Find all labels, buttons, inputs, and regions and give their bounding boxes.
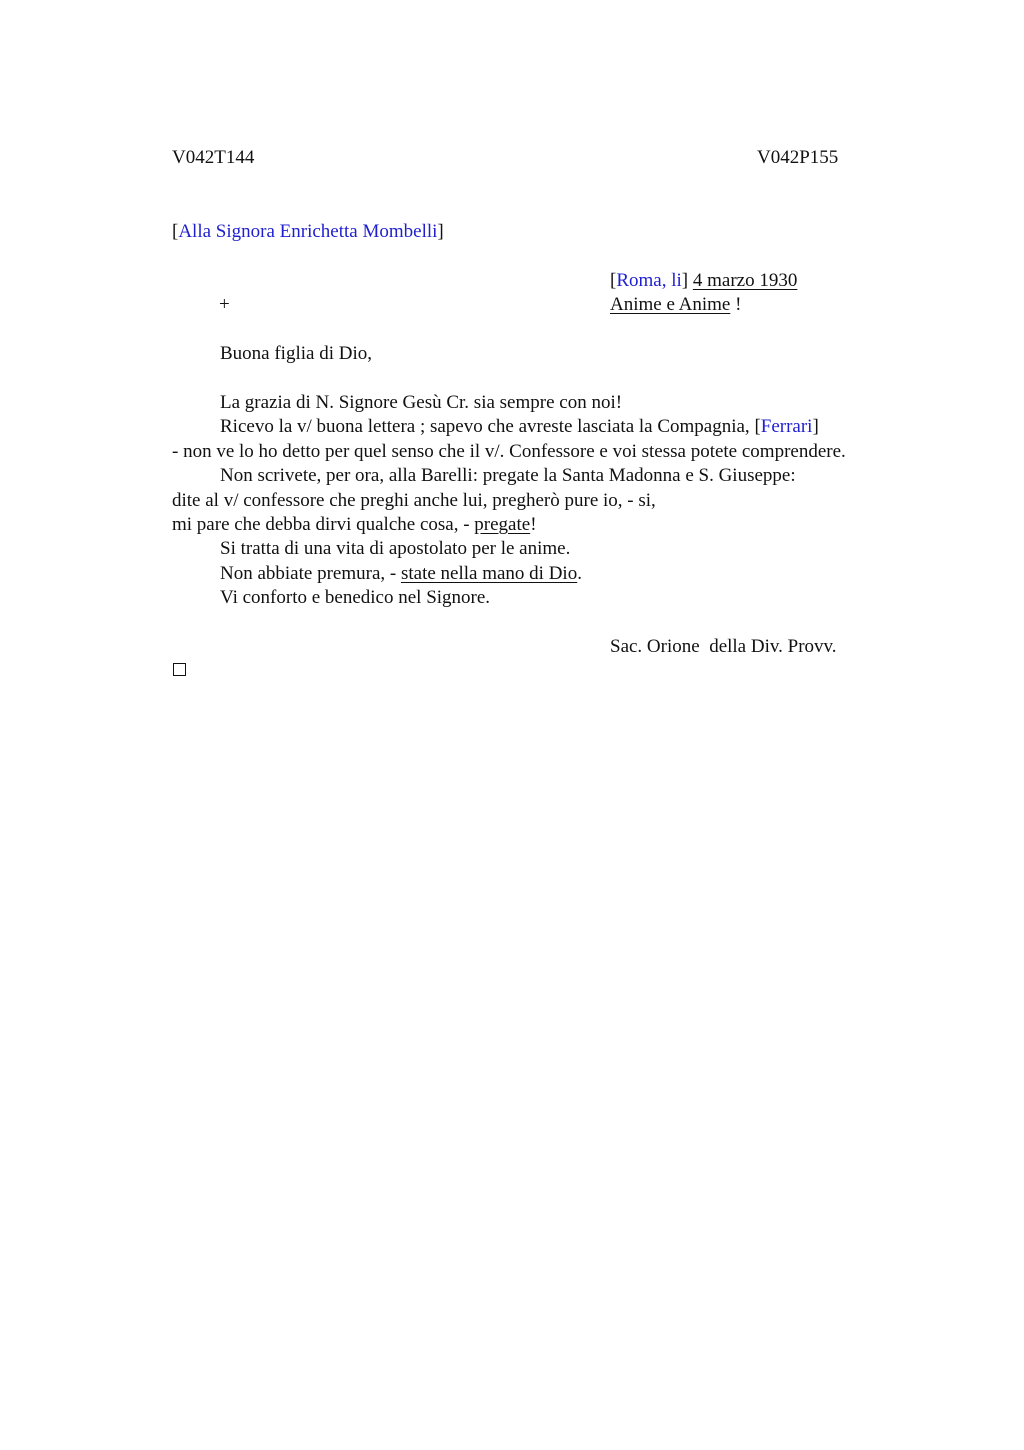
- motto: [610, 293, 741, 317]
- place: Roma, li: [616, 270, 682, 291]
- body-line-3: - non ve lo ho detto per quel senso che il v/. Confessore e voi stessa potete comprendere.: [172, 441, 846, 462]
- body-line-6-end: !: [530, 514, 537, 535]
- motto-suffix: !: [730, 294, 742, 315]
- checkbox-icon: [173, 663, 186, 676]
- body-line-5: dite al v/ confessore che preghi anche lui, pregherò pure io, - si,: [172, 490, 656, 511]
- body-line-6-text: mi pare che debba dirvi qualche cosa, -: [172, 514, 475, 535]
- underlined-pregate: pregate: [474, 514, 531, 535]
- body-line-2-text: Ricevo la v/ buona lettera ; sapevo che avreste lasciata la Compagnia,: [220, 416, 755, 437]
- salutation: Buona figlia di Dio,: [220, 343, 372, 364]
- dateline: [610, 269, 797, 293]
- bracket-close: ]: [812, 416, 819, 437]
- cross-symbol: +: [219, 294, 230, 315]
- bracket-close: ]: [437, 221, 444, 242]
- body-line-4: Non scrivete, per ora, alla Barelli: pregate la Santa Madonna e S. Giuseppe:: [220, 465, 796, 486]
- body-line-6: [172, 513, 537, 537]
- name-ferrari: Ferrari: [760, 416, 813, 437]
- body-line-8: [220, 562, 582, 586]
- body-line-1: La grazia di N. Signore Gesù Cr. sia sempre con noi!: [220, 392, 623, 413]
- body-line-8-end: .: [577, 563, 582, 584]
- body-line-2: [220, 415, 819, 439]
- body-line-8-text: Non abbiate premura, -: [220, 563, 401, 584]
- document-code-right: V042P155: [757, 147, 839, 168]
- bracket-open: [: [754, 416, 761, 437]
- underlined-phrase: state nella mano di Dio: [400, 563, 578, 584]
- body-line-7: Si tratta di una vita di apostolato per le anime.: [220, 538, 571, 559]
- signature: Sac. Orione della Div. Provv.: [610, 636, 837, 657]
- bracket-open: [: [610, 270, 617, 291]
- document-code-left: V042T144: [172, 147, 255, 168]
- body-line-9: Vi conforto e benedico nel Signore.: [220, 587, 491, 608]
- date: 4 marzo 1930: [692, 270, 798, 291]
- motto-text: Anime e Anime: [610, 294, 731, 315]
- bracket-close: ]: [681, 270, 689, 291]
- recipient-line: [172, 220, 444, 244]
- bracket-open: [: [172, 221, 179, 242]
- recipient-name: Alla Signora Enrichetta Mombelli: [178, 221, 438, 242]
